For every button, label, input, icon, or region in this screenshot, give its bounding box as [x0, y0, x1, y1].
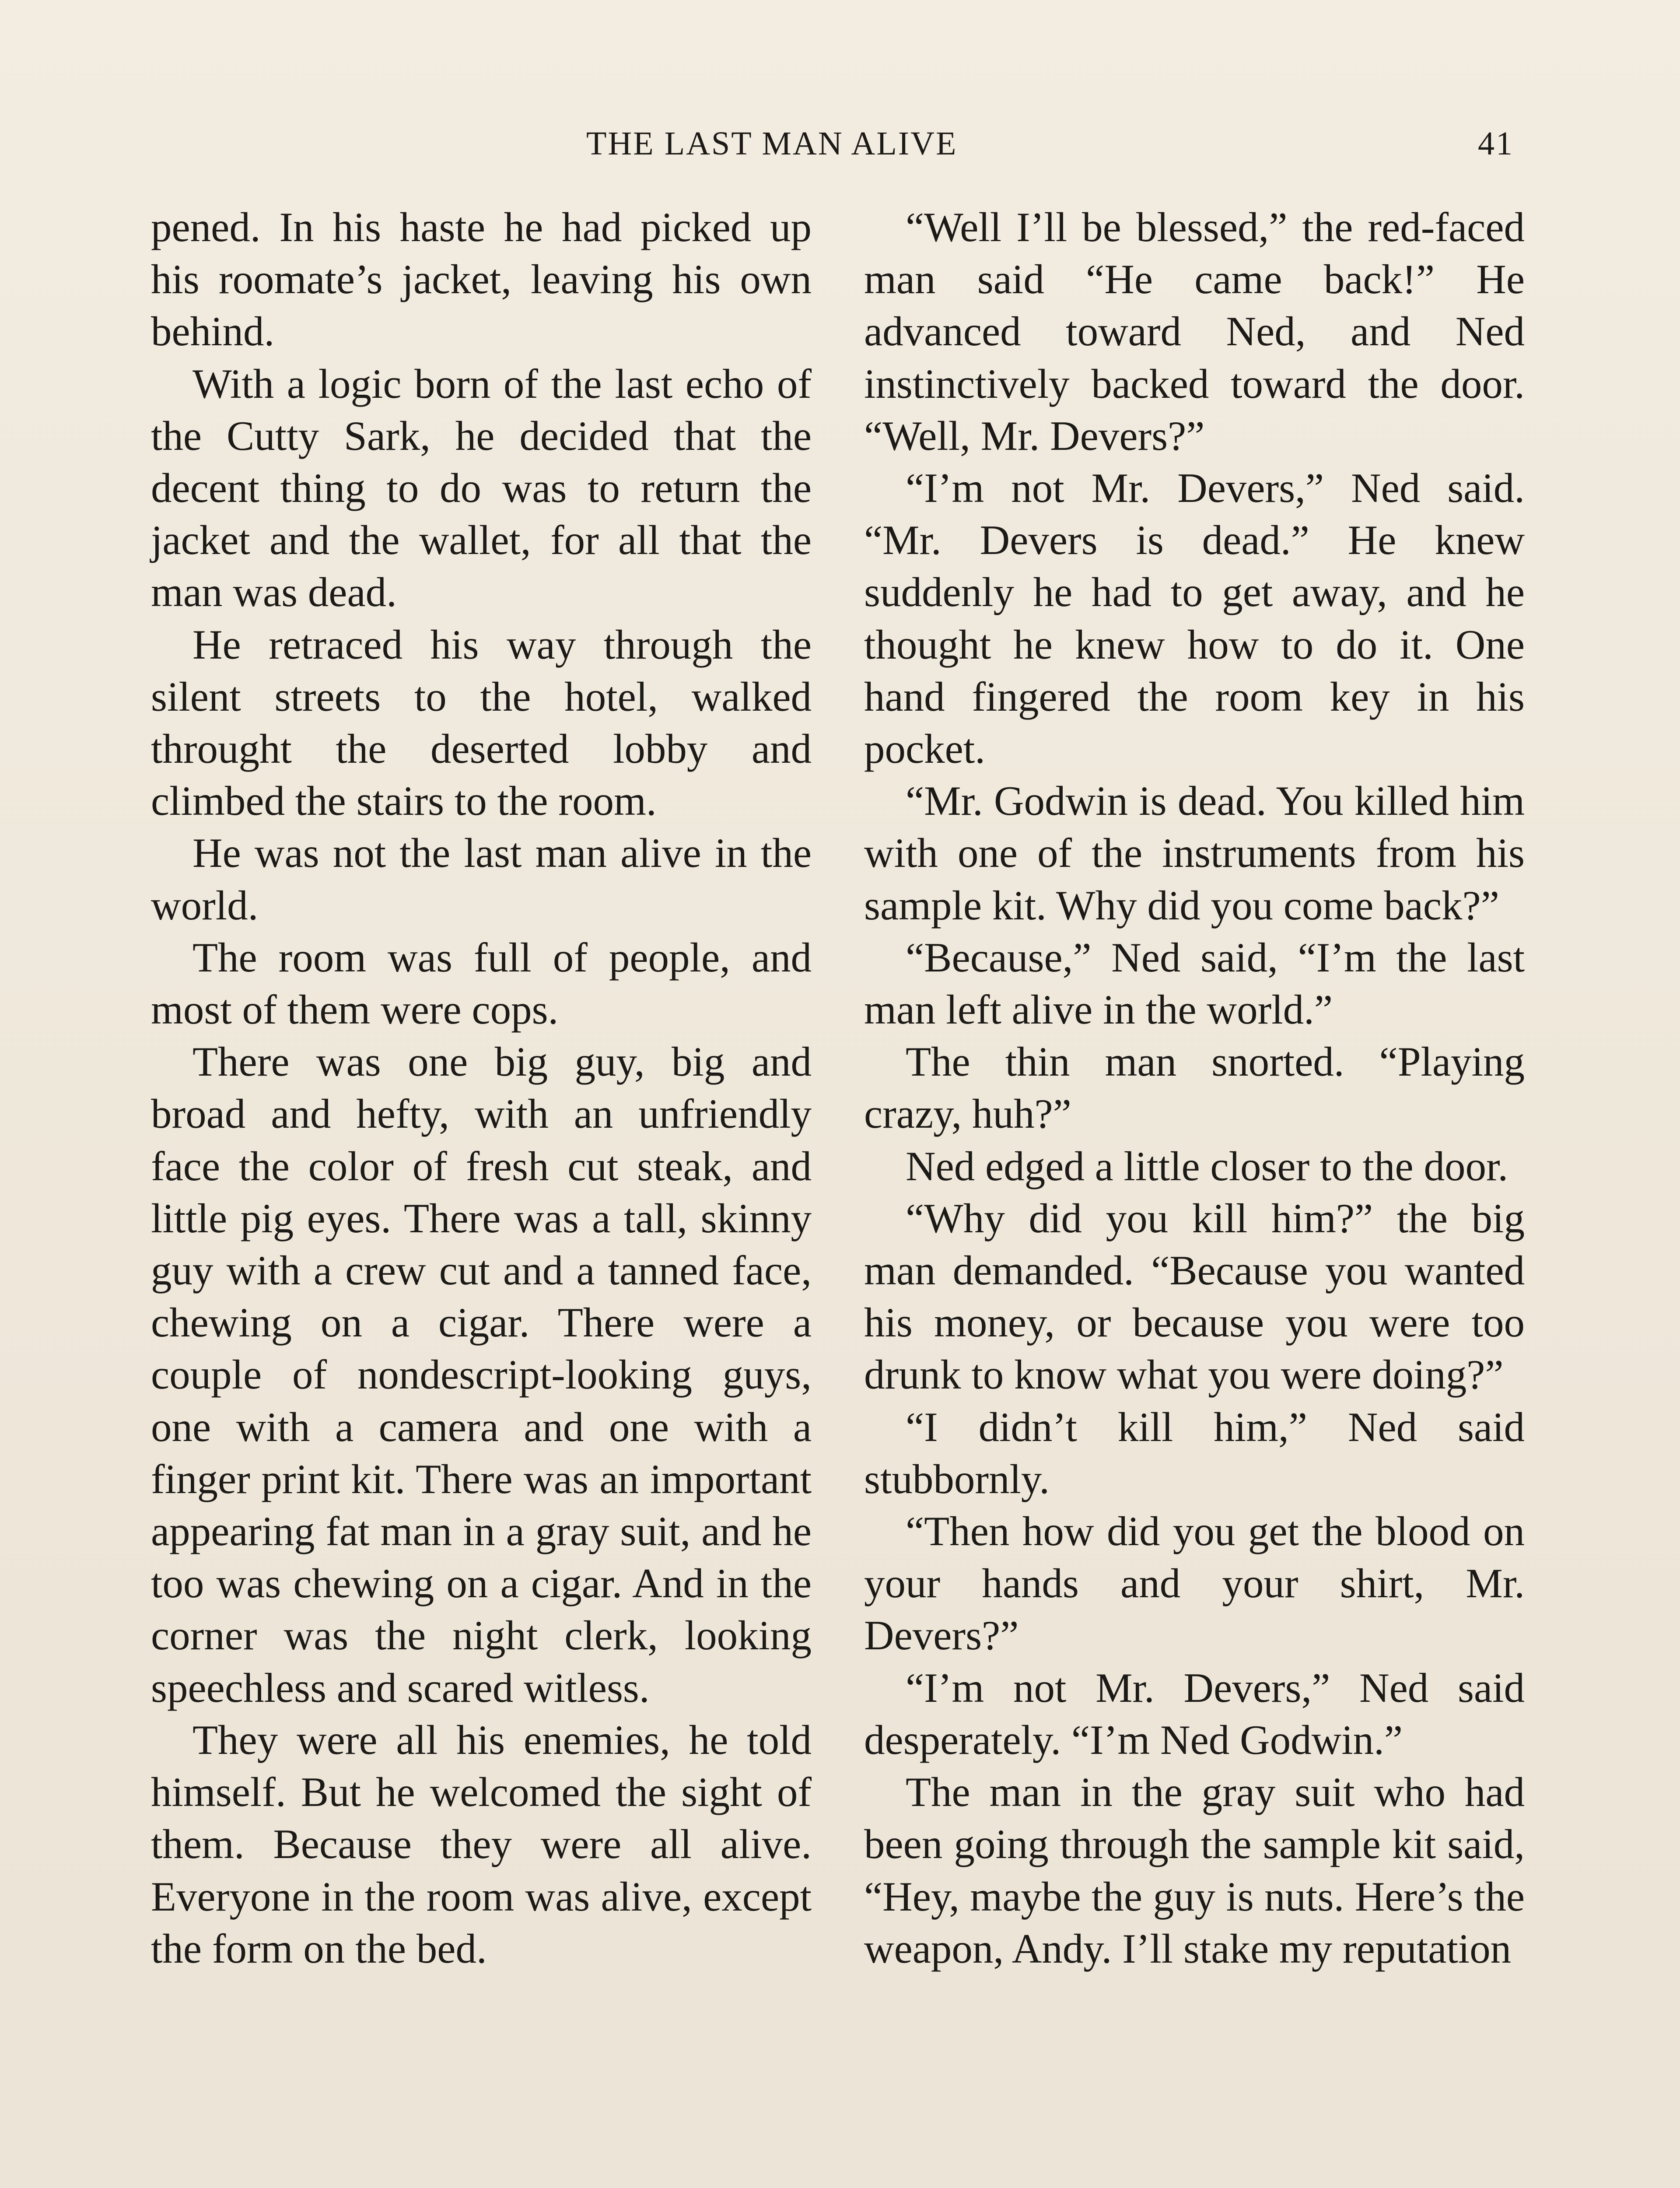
paragraph: With a logic born of the last echo of the Cutty Sark, he decided that the decent thing to do was to return the jacket and the wallet, for all that the man was dead. [151, 360, 812, 616]
paragraph: He was not the last man alive in the world. [151, 830, 812, 929]
paragraph: The thin man snorted. “Playing crazy, huh?” [864, 1038, 1525, 1137]
running-title: THE LAST MAN ALIVE [586, 125, 958, 162]
paragraph: He retraced his way through the silent streets to the hotel, walked throught the deserted lobby and climbed the stairs to the room. [151, 621, 812, 824]
paragraph: “I’m not Mr. Devers,” Ned said. “Mr. Devers is dead.” He knew suddenly he had to get away, and he thought he knew how to do it. One hand fingered the room key in his pocket. [864, 465, 1525, 772]
left-text-column [151, 201, 812, 1975]
paragraph: pened. In his haste he had picked up his roomate’s jacket, leaving his own behind. [151, 204, 812, 355]
paragraph: “Then how did you get the blood on your hands and your shirt, Mr. Devers?” [864, 1508, 1525, 1659]
paragraph: “Because,” Ned said, “I’m the last man left alive in the world.” [864, 934, 1525, 1033]
paragraph: “Why did you kill him?” the big man demanded. “Because you wanted his money, or because you were too drunk to know what you were doing?” [864, 1195, 1525, 1398]
paragraph: “Mr. Godwin is dead. You killed him with one of the instruments from his sample kit. Why did you come back?” [864, 778, 1525, 929]
paragraph: The man in the gray suit who had been going through the sample kit said, “Hey, maybe the guy is nuts. Here’s the weapon, Andy. I’ll stake my reputation [864, 1769, 1525, 1972]
paragraph: “I didn’t kill him,” Ned said stubbornly. [864, 1403, 1525, 1502]
paragraph: Ned edged a little closer to the door. [906, 1143, 1508, 1189]
right-text-column [864, 201, 1525, 1975]
paragraph: There was one big guy, big and broad and hefty, with an unfriendly face the color of fresh cut steak, and little pig eyes. There was a tall, skinny guy with a crew cut and a tanned face, chewing on a cigar. There were a couple of nondescript-looking guys, one with a camera and one with a finger print kit. There was an important appearing fat man in a gray suit, and he too was chewing on a cigar. And in the corner was the night clerk, looking speechless and scared witless. [151, 1038, 812, 1711]
paragraph: They were all his enemies, he told himself. But he welcomed the sight of them. Because they were all alive. Everyone in the room was alive, except the form on the bed. [151, 1716, 812, 1972]
paragraph: “Well I’ll be blessed,” the red-faced man said “He came back!” He advanced toward Ned, and Ned instinctively backed toward the door. “Well, Mr. Devers?” [864, 204, 1525, 459]
paragraph: “I’m not Mr. Devers,” Ned said desperately. “I’m Ned Godwin.” [864, 1664, 1525, 1763]
paragraph: The room was full of people, and most of them were cops. [151, 934, 812, 1033]
page-number: 41 [1478, 125, 1514, 162]
